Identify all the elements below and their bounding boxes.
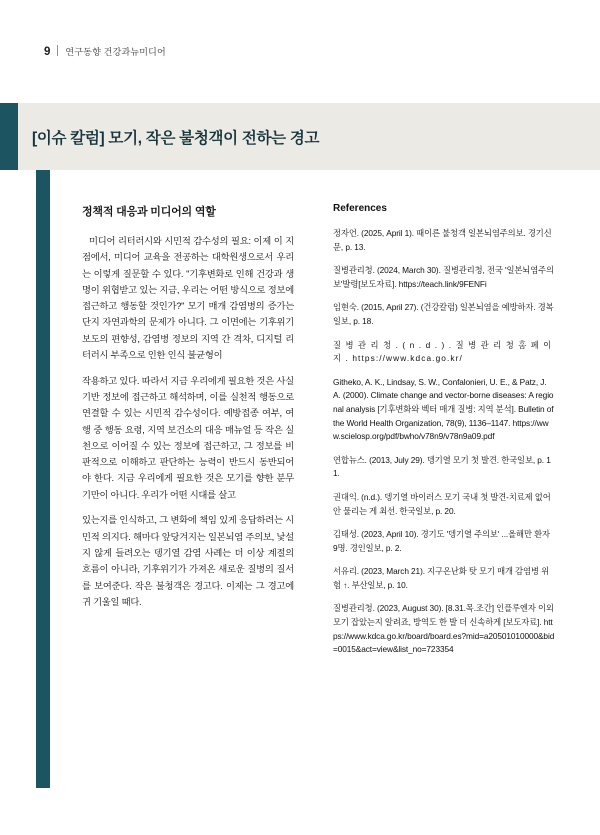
header-divider — [57, 45, 58, 56]
left-vertical-bar — [36, 170, 50, 788]
reference-item: 질병관리청. (2024, March 30). 질병관리청, 전국 '일본뇌염주의보'발령[보도자료]. https://teach.link/9FENFi — [333, 265, 554, 289]
reference-item: 김태성. (2023, April 10). 경기도 '뎅기열 주의보' ...올해만 환자 9명. 경인일보, p. 2. — [333, 529, 550, 553]
reference-item: 서유리. (2023, March 21). 지구온난화 탓 모기 매개 감염병 위험 ↑. 부산일보, p. 10. — [333, 566, 549, 590]
banner-title: [이슈 칼럼] 모기, 작은 불청객이 전하는 경고 — [32, 130, 320, 147]
banner-accent-block — [0, 103, 18, 170]
reference-item: 질병관리청. (2023, August 30). [8.31.목.조간] 인플루엔자 이외 모기 잡았는지 알려죠, 방역도 한 발 더 신속하게 [보도자료]. https://www.kdca.go.kr/board/board.es?mid=a20501010000&bid=0015&act=view&list_no=723354 — [333, 603, 555, 655]
references-column — [333, 203, 555, 667]
reference-item: 정자언. (2025, April 1). 때이른 불청객 일본뇌염주의보. 경기신문, p. 13. — [333, 228, 552, 252]
references-heading: References — [333, 203, 387, 214]
reference-item: 질 병 관 리 청 . ( n . d . ) . 질 병 관 리 청 홈 페 이 지 . https://www.kdca.go.kr/ — [333, 339, 553, 364]
page-number: 9 — [44, 46, 51, 58]
body-paragraph: 작용하고 있다. 따라서 지금 우리에게 필요한 것은 사실 기반 정보에 접근하고 해석하며, 이를 실천적 행동으로 연결할 수 있는 시민적 감수성이다. 예방접종 여부, 여행 중 행동 요령, 지역 보건소의 대응 매뉴얼 등 작은 실천으로 이어질 수 있는 정보에 접근하고, 그 정보를 비판적으로 이해하고 판단하는 능력이 반드시 동반되어야 한다. 지금 우리에게 필요한 것은 모기를 향한 분무기만이 아니다. 우리가 어떤 시대를 살고 — [82, 375, 294, 500]
article-body-column — [82, 203, 294, 619]
reference-item: Githeko, A. K., Lindsay, S. W., Confalonieri, U. E., & Patz, J. A. (2000). Climate change and vector-borne diseases: A regional analysis [기후변화와 벡터 매개 질병: 지역 분석]. Bulletin of the World Health Organization, 78(9), 1136–1147. https://www.scielosp.org/pdf/bwho/v78n9/v78n9a09.pdf — [333, 376, 554, 442]
section-heading: 정책적 대응과 미디어의 역할 — [82, 206, 216, 218]
reference-item: 권대익. (n.d.). 뎅기열 바이러스 모기 국내 첫 발견-치료제 없어 안 물리는 게 최선. 한국일보, p. 20. — [333, 491, 551, 516]
reference-item: 임현숙. (2015, April 27). (건강칼럼) 일본뇌염을 예방하자. 경복일보, p. 18. — [333, 302, 554, 326]
body-paragraph: 미디어 리터러시와 시민적 감수성의 필요: 이제 이 지점에서, 미디어 교육을 전공하는 대학원생으로서 우리는 이렇게 질문할 수 있다. "기후변화로 인해 건강과 생명이 위협받고 있는 지금, 우리는 어떤 방식으로 정보에 접근하고 행동할 것인가?" 모기 매개 감염병의 증가는 단지 자연과학의 문제가 아니다. 그 이면에는 기후위기 보도의 편향성, 감염병 정보의 지역 간 격차, 디지털 리터러시 부족으로 인한 인식 불균형이 — [82, 236, 294, 361]
header-section-title: 연구동향 건강과뉴미디어 — [65, 47, 166, 57]
body-paragraph: 있는지를 인식하고, 그 변화에 책임 있게 응답하려는 시민적 의지다. 해마다 앞당겨지는 일본뇌염 주의보, 낯설지 않게 들려오는 뎅기열 감염 사례는 더 이상 계절의 흐름이 아니라, 기후위기가 가져온 새로운 질병의 질서를 보여준다. 작은 불청객은 경고다. 이제는 그 경고에 귀 기울일 때다. — [82, 515, 294, 607]
reference-item: 연합뉴스. (2013, July 29). 뎅기열 모기 첫 발견. 한국일보, p. 11. — [333, 454, 551, 479]
page-header — [44, 44, 166, 58]
